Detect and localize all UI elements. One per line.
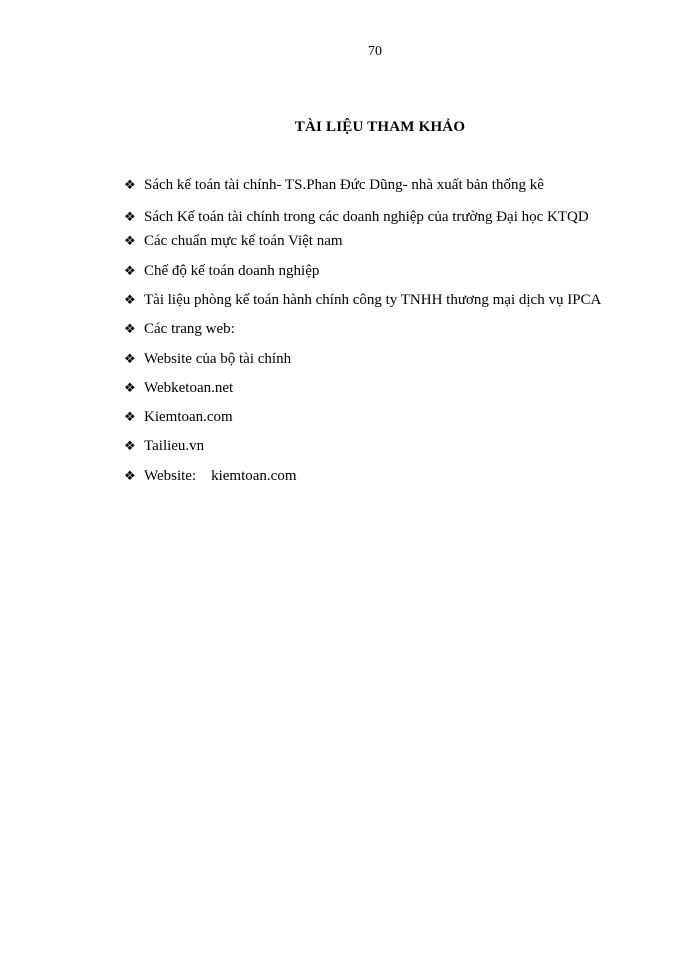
diamond-bullet-icon: ❖ xyxy=(124,178,136,193)
reference-item xyxy=(124,408,233,427)
reference-text: Website: kiemtoan.com xyxy=(144,468,297,484)
reference-item xyxy=(124,350,291,369)
diamond-bullet-icon: ❖ xyxy=(124,439,136,454)
reference-text: Sách kế toán tài chính- TS.Phan Đức Dũng- nhà xuất bản thống kê xyxy=(144,177,544,193)
reference-text: Kiemtoan.com xyxy=(144,409,233,425)
reference-text: Sách Kế toán tài chính trong các doanh nghiệp của trường Đại học KTQD xyxy=(144,209,589,225)
reference-text: Chế độ kế toán doanh nghiệp xyxy=(144,263,320,279)
reference-text: Webketoan.net xyxy=(144,380,234,396)
reference-item xyxy=(124,320,235,339)
diamond-bullet-icon: ❖ xyxy=(124,381,136,396)
reference-item xyxy=(124,379,233,398)
reference-item xyxy=(124,467,297,486)
reference-text: Các chuẩn mực kế toán Việt nam xyxy=(144,233,343,249)
diamond-bullet-icon: ❖ xyxy=(124,210,136,225)
diamond-bullet-icon: ❖ xyxy=(124,410,136,425)
reference-item xyxy=(124,291,601,310)
diamond-bullet-icon: ❖ xyxy=(124,352,136,367)
reference-item xyxy=(124,262,319,281)
diamond-bullet-icon: ❖ xyxy=(124,322,136,337)
diamond-bullet-icon: ❖ xyxy=(124,293,136,308)
page-title: TÀI LIỆU THAM KHẢO xyxy=(294,119,466,135)
reference-text: Website của bộ tài chính xyxy=(144,351,292,367)
reference-item xyxy=(124,176,544,195)
diamond-bullet-icon: ❖ xyxy=(124,264,136,279)
reference-text: Tailieu.vn xyxy=(144,438,205,454)
reference-text: Tài liệu phòng kế toán hành chính công ty TNHH thương mại dịch vụ IPCA xyxy=(144,292,602,308)
page-number: 70 xyxy=(368,44,382,59)
reference-text: Các trang web: xyxy=(144,321,235,337)
diamond-bullet-icon: ❖ xyxy=(124,469,136,484)
diamond-bullet-icon: ❖ xyxy=(124,234,136,249)
reference-item xyxy=(124,208,589,227)
reference-item xyxy=(124,232,343,251)
reference-item xyxy=(124,437,204,456)
